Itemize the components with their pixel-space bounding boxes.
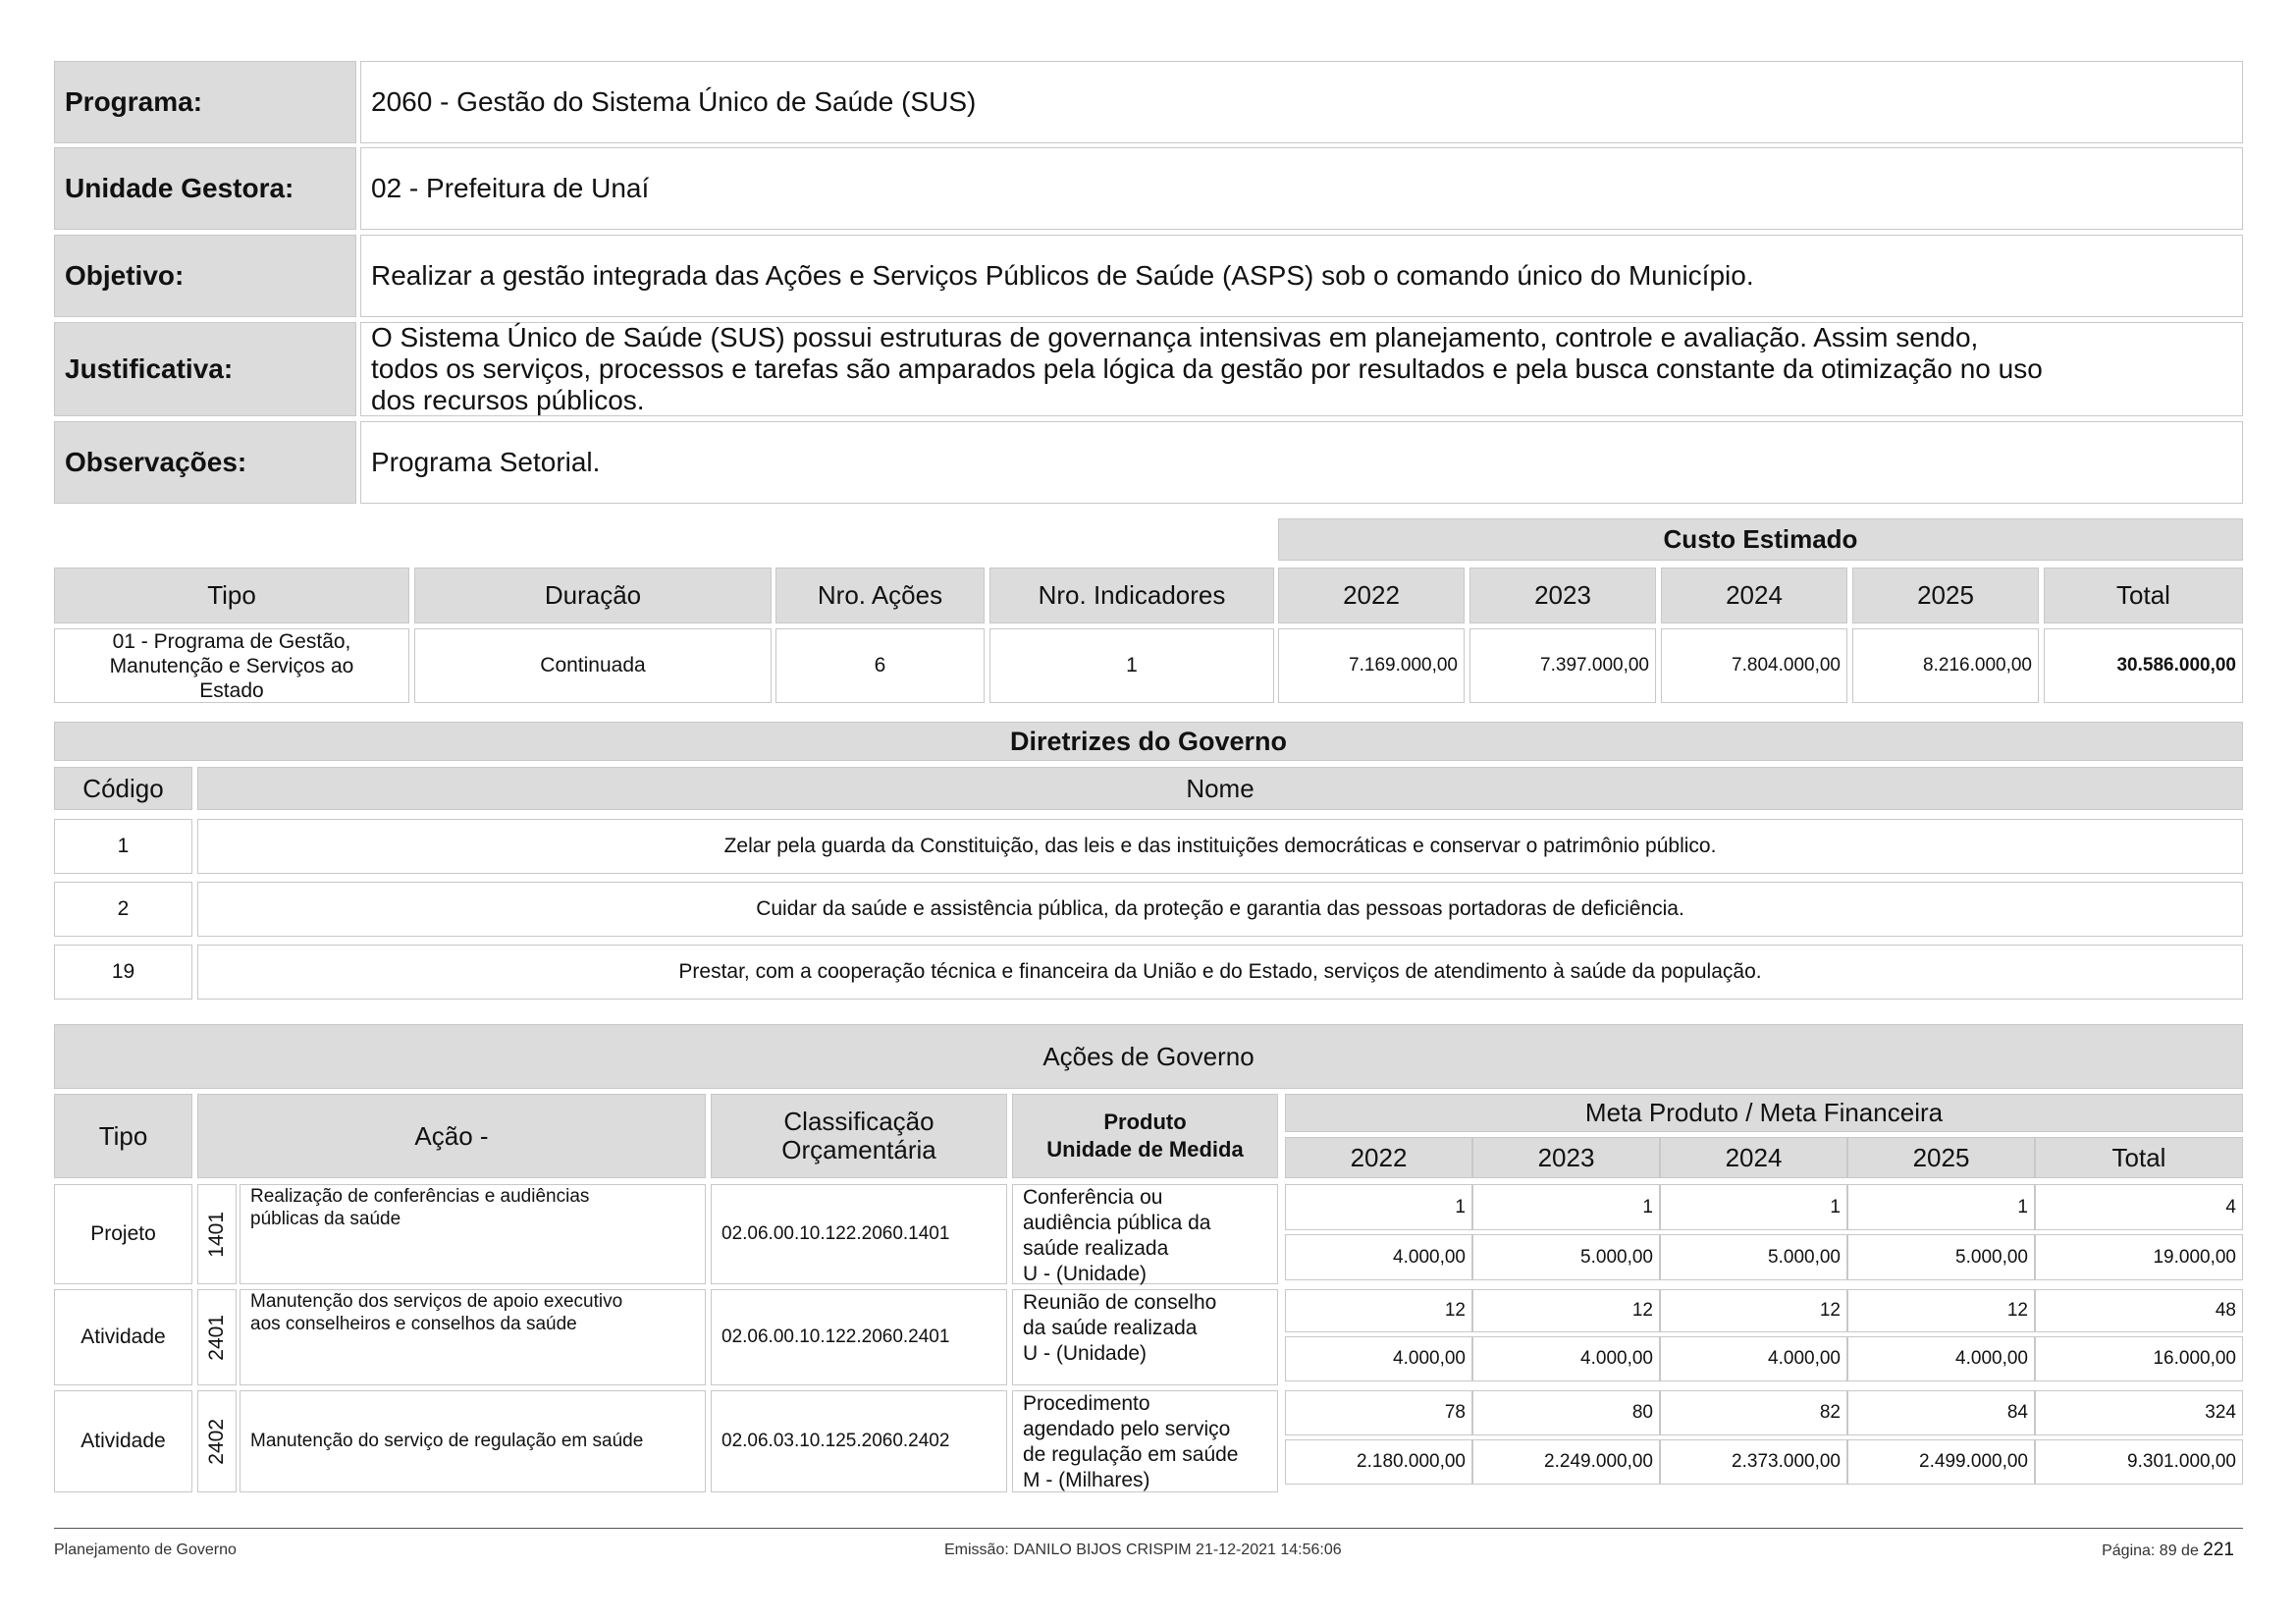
meta-produto: 48 xyxy=(2035,1289,2243,1332)
acao-nome-line: Manutenção dos serviços de apoio executivo xyxy=(250,1291,623,1312)
diretriz-nome: Cuidar da saúde e assistência pública, da proteção e garantia das pessoas portadoras de deficiência. xyxy=(197,882,2243,937)
col-2023: 2023 xyxy=(1469,568,1656,623)
meta-financeira: 2.180.000,00 xyxy=(1285,1439,1472,1485)
observacoes-value: Programa Setorial. xyxy=(360,421,2243,504)
acao-codigo xyxy=(197,1390,237,1492)
footer-emissao: Emissão: DANILO BIJOS CRISPIM 21-12-2021 14:56:06 xyxy=(944,1542,1342,1558)
acao-nome: Manutenção do serviço de regulação em saúde xyxy=(240,1390,706,1492)
meta-produto: 12 xyxy=(1472,1289,1660,1332)
acao-nome-line: públicas da saúde xyxy=(250,1209,401,1229)
acao-tipo: Atividade xyxy=(54,1289,192,1385)
objetivo-value: Realizar a gestão integrada das Ações e Serviços Públicos de Saúde (ASPS) sob o comando único do Município. xyxy=(360,235,2243,317)
footer-pagina xyxy=(2097,1540,2234,1561)
acao-nome-line: Realização de conferências e audiências xyxy=(250,1186,590,1207)
col-2024: 2024 xyxy=(1661,568,1847,623)
meta-col-2024: 2024 xyxy=(1660,1137,1847,1178)
acao-produto-line: da saúde realizada xyxy=(1023,1317,1198,1339)
diretriz-codigo: 1 xyxy=(54,819,192,874)
acao-codigo xyxy=(197,1289,237,1385)
acao-classificacao: 02.06.00.10.122.2060.2401 xyxy=(711,1289,1007,1385)
justificativa-label: Justificativa: xyxy=(54,322,356,416)
acao-codigo-text: 2401 xyxy=(205,1314,228,1361)
meta-financeira: 5.000,00 xyxy=(1472,1234,1660,1280)
meta-financeira: 4.000,00 xyxy=(1847,1336,2035,1381)
acao-nome-line: aos conselheiros e conselhos da saúde xyxy=(250,1314,577,1334)
acoes-col-tipo: Tipo xyxy=(54,1094,192,1178)
acao-produto-line: Conferência ou xyxy=(1023,1186,1163,1209)
custo-2025: 8.216.000,00 xyxy=(1852,628,2039,703)
col-total: Total xyxy=(2044,568,2243,623)
col-classificacao-line: Orçamentária xyxy=(781,1135,936,1164)
unidade-label: Unidade Gestora: xyxy=(54,147,356,230)
meta-financeira: 2.249.000,00 xyxy=(1472,1439,1660,1485)
custo-total: 30.586.000,00 xyxy=(2044,628,2243,703)
diretrizes-col-codigo: Código xyxy=(54,767,192,810)
meta-financeira: 2.499.000,00 xyxy=(1847,1439,2035,1485)
meta-produto: 12 xyxy=(1285,1289,1472,1332)
unidade-value: 02 - Prefeitura de Unaí xyxy=(360,147,2243,230)
acao-produto-line: audiência pública da xyxy=(1023,1212,1211,1234)
col-2025: 2025 xyxy=(1852,568,2039,623)
acao-tipo: Atividade xyxy=(54,1390,192,1492)
acao-produto-line: Reunião de conselho xyxy=(1023,1291,1217,1314)
meta-financeira: 4.000,00 xyxy=(1285,1336,1472,1381)
col-nro-indicadores: Nro. Indicadores xyxy=(989,568,1274,623)
custo-duracao: Continuada xyxy=(414,628,772,703)
diretrizes-col-nome: Nome xyxy=(197,767,2243,810)
meta-produto: 1 xyxy=(1472,1184,1660,1230)
meta-financeira: 4.000,00 xyxy=(1660,1336,1847,1381)
programa-label: Programa: xyxy=(54,61,356,143)
diretriz-codigo: 2 xyxy=(54,882,192,937)
custo-2024: 7.804.000,00 xyxy=(1661,628,1847,703)
meta-produto: 4 xyxy=(2035,1184,2243,1230)
acao-produto-line: M - (Milhares) xyxy=(1023,1469,1150,1491)
custo-estimado-title: Custo Estimado xyxy=(1278,518,2243,561)
custo-2023: 7.397.000,00 xyxy=(1469,628,1656,703)
acoes-col-classificacao xyxy=(711,1094,1007,1178)
meta-financeira: 9.301.000,00 xyxy=(2035,1439,2243,1485)
acao-nome xyxy=(240,1289,706,1385)
observacoes-label: Observações: xyxy=(54,421,356,504)
acao-codigo xyxy=(197,1184,237,1284)
footer-rule xyxy=(54,1528,2243,1529)
col-classificacao-line: Classificação xyxy=(783,1107,934,1136)
meta-col-2025: 2025 xyxy=(1847,1137,2035,1178)
meta-financeira: 4.000,00 xyxy=(1285,1234,1472,1280)
col-produto-line: Produto xyxy=(1103,1109,1187,1134)
acao-produto xyxy=(1012,1289,1278,1385)
acao-produto xyxy=(1012,1184,1278,1284)
custo-tipo xyxy=(54,628,409,703)
meta-produto: 78 xyxy=(1285,1390,1472,1435)
col-nro-acoes: Nro. Ações xyxy=(775,568,985,623)
acao-produto xyxy=(1012,1390,1278,1492)
justificativa-line: O Sistema Único de Saúde (SUS) possui estruturas de governança intensivas em planejamento, controle e avaliação. Assim sendo, xyxy=(371,322,1979,352)
diretriz-nome: Prestar, com a cooperação técnica e financeira da União e do Estado, serviços de atendimento à saúde da população. xyxy=(197,945,2243,1000)
acoes-col-produto xyxy=(1012,1094,1278,1178)
justificativa-line: todos os serviços, processos e tarefas são amparados pela lógica da gestão por resultados e pela busca constante da otimização no uso xyxy=(371,353,2043,384)
meta-financeira: 16.000,00 xyxy=(2035,1336,2243,1381)
acao-produto-line: U - (Unidade) xyxy=(1023,1342,1148,1365)
acao-classificacao: 02.06.00.10.122.2060.1401 xyxy=(711,1184,1007,1284)
acao-produto-line: saúde realizada xyxy=(1023,1237,1169,1260)
col-tipo: Tipo xyxy=(54,568,409,623)
meta-title: Meta Produto / Meta Financeira xyxy=(1285,1094,2243,1132)
meta-produto: 12 xyxy=(1847,1289,2035,1332)
meta-produto: 324 xyxy=(2035,1390,2243,1435)
col-duracao: Duração xyxy=(414,568,772,623)
col-2022: 2022 xyxy=(1278,568,1465,623)
custo-tipo-line: 01 - Programa de Gestão, xyxy=(112,629,351,653)
justificativa-value xyxy=(360,322,2243,416)
footer-pagina-total: 221 xyxy=(2203,1540,2234,1560)
diretriz-nome: Zelar pela guarda da Constituição, das leis e das instituições democráticas e conservar o patrimônio público. xyxy=(197,819,2243,874)
acoes-col-acao: Ação - xyxy=(197,1094,706,1178)
meta-produto: 80 xyxy=(1472,1390,1660,1435)
meta-produto: 1 xyxy=(1847,1184,2035,1230)
objetivo-label: Objetivo: xyxy=(54,235,356,317)
meta-financeira: 5.000,00 xyxy=(1847,1234,2035,1280)
footer-pagina-prefix: Página: 89 de xyxy=(2102,1542,2199,1559)
acao-produto-line: U - (Unidade) xyxy=(1023,1263,1148,1285)
acao-classificacao: 02.06.03.10.125.2060.2402 xyxy=(711,1390,1007,1492)
col-produto-line: Unidade de Medida xyxy=(1046,1137,1244,1162)
acao-produto-line: de regulação em saúde xyxy=(1023,1443,1239,1466)
acao-produto-line: Procedimento xyxy=(1023,1392,1150,1415)
custo-tipo-line: Estado xyxy=(199,678,264,702)
meta-financeira: 4.000,00 xyxy=(1472,1336,1660,1381)
justificativa-line: dos recursos públicos. xyxy=(371,385,645,415)
meta-col-total: Total xyxy=(2035,1137,2243,1178)
acao-produto-line: agendado pelo serviço xyxy=(1023,1418,1231,1440)
meta-produto: 1 xyxy=(1660,1184,1847,1230)
meta-produto: 84 xyxy=(1847,1390,2035,1435)
diretriz-codigo: 19 xyxy=(54,945,192,1000)
acao-tipo: Projeto xyxy=(54,1184,192,1284)
custo-nro-acoes: 6 xyxy=(775,628,985,703)
meta-produto: 1 xyxy=(1285,1184,1472,1230)
programa-value: 2060 - Gestão do Sistema Único de Saúde (SUS) xyxy=(360,61,2243,143)
meta-col-2023: 2023 xyxy=(1472,1137,1660,1178)
acao-nome xyxy=(240,1184,706,1284)
diretrizes-title: Diretrizes do Governo xyxy=(54,722,2243,761)
custo-tipo-line: Manutenção e Serviços ao xyxy=(109,654,354,677)
meta-produto: 12 xyxy=(1660,1289,1847,1332)
footer-left: Planejamento de Governo xyxy=(54,1542,237,1558)
custo-2022: 7.169.000,00 xyxy=(1278,628,1465,703)
acoes-title: Ações de Governo xyxy=(54,1024,2243,1089)
meta-financeira: 2.373.000,00 xyxy=(1660,1439,1847,1485)
acao-codigo-text: 2402 xyxy=(205,1418,228,1465)
meta-financeira: 5.000,00 xyxy=(1660,1234,1847,1280)
custo-nro-indicadores: 1 xyxy=(989,628,1274,703)
meta-financeira: 19.000,00 xyxy=(2035,1234,2243,1280)
meta-col-2022: 2022 xyxy=(1285,1137,1472,1178)
acao-codigo-text: 1401 xyxy=(205,1211,228,1258)
meta-produto: 82 xyxy=(1660,1390,1847,1435)
